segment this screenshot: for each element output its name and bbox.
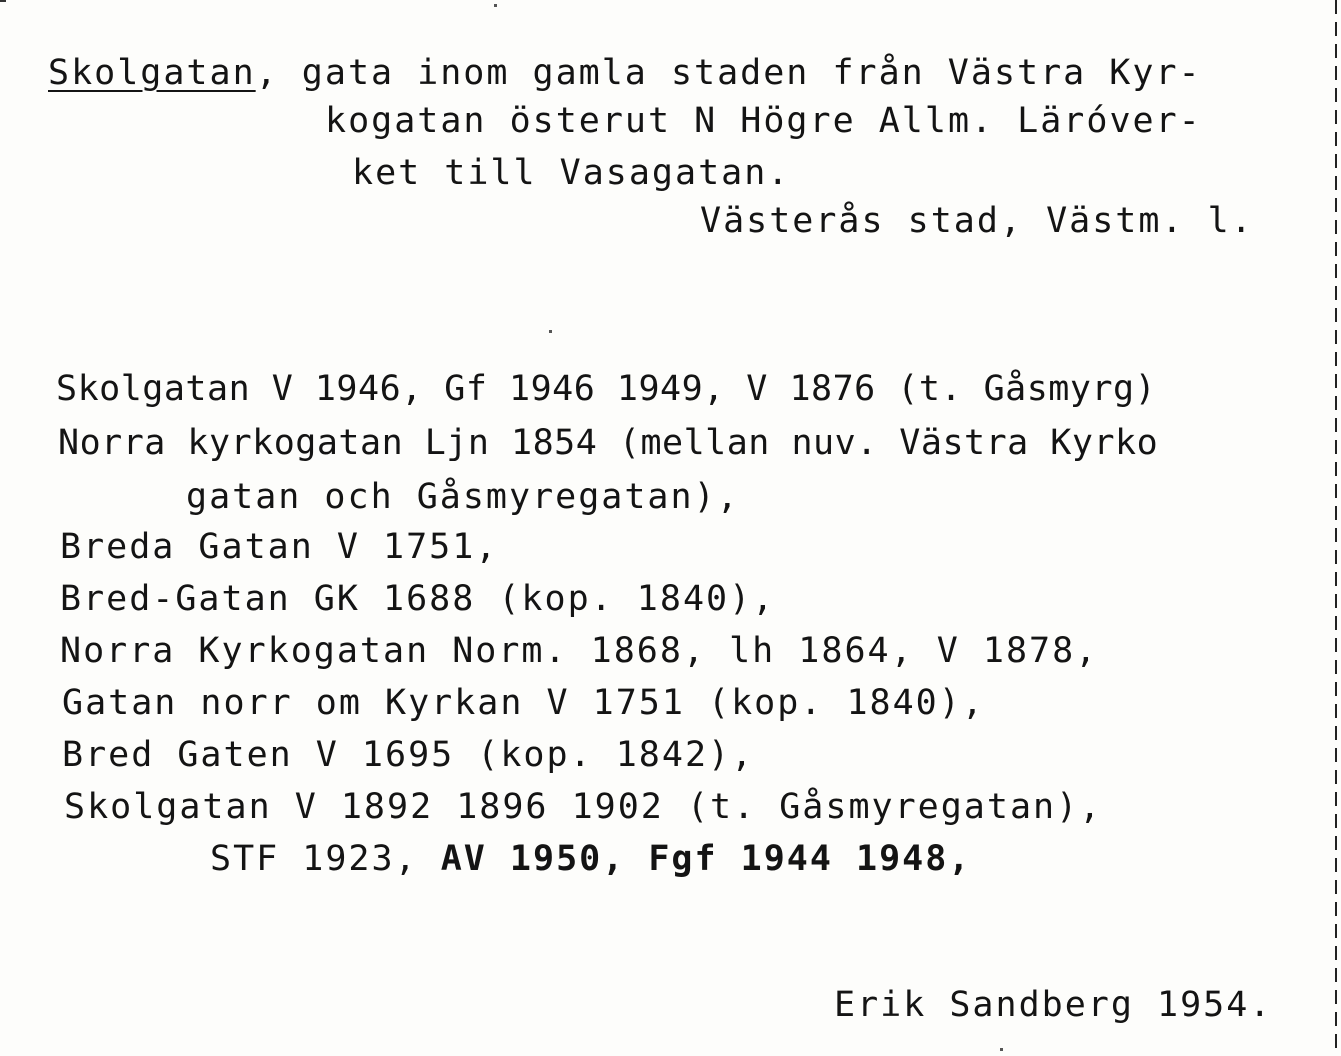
header-line-1-rest: , gata inom gamla staden från Västra Kyr- <box>255 53 1202 93</box>
entry-line: gatan och Gåsmyregatan), <box>186 477 740 517</box>
entry-line: Norra Kyrkogatan Norm. 1868, lh 1864, V 1878, <box>60 631 1099 671</box>
header-line-2: kogatan österut N Högre Allm. Läróver- <box>325 101 1202 141</box>
entry-line: Norra kyrkogatan Ljn 1854 (mellan nuv. Västra Kyrko <box>58 423 1159 463</box>
entry-line-last <box>210 839 972 879</box>
entry-line: Bred Gaten V 1695 (kop. 1842), <box>62 735 755 775</box>
entry-line: Skolgatan V 1892 1896 1902 (t. Gåsmyregatan), <box>64 787 1103 827</box>
scan-edge-mark <box>0 0 6 2</box>
scan-speck <box>494 4 497 7</box>
entry-line: Breda Gatan V 1751, <box>60 527 499 567</box>
location-line: Västerås stad, Västm. l. <box>700 201 1254 241</box>
entry-av-fgf: AV 1950, Fgf 1944 1948, <box>440 839 972 879</box>
headword: Skolgatan <box>48 53 256 93</box>
entry-stf: STF 1923, <box>210 839 441 879</box>
card-right-edge <box>1335 0 1337 1056</box>
signature: Erik Sandberg 1954. <box>834 985 1273 1025</box>
scan-speck <box>549 330 552 333</box>
entry-line: Gatan norr om Kyrkan V 1751 (kop. 1840), <box>62 683 985 723</box>
header-line-3: ket till Vasagatan. <box>352 153 791 193</box>
header-line-1 <box>48 53 1202 93</box>
entry-line: Skolgatan V 1946, Gf 1946 1949, V 1876 (t. Gåsmyrg) <box>56 369 1157 409</box>
entry-line: Bred-Gatan GK 1688 (kop. 1840), <box>60 579 776 619</box>
scan-speck <box>1000 1048 1003 1051</box>
